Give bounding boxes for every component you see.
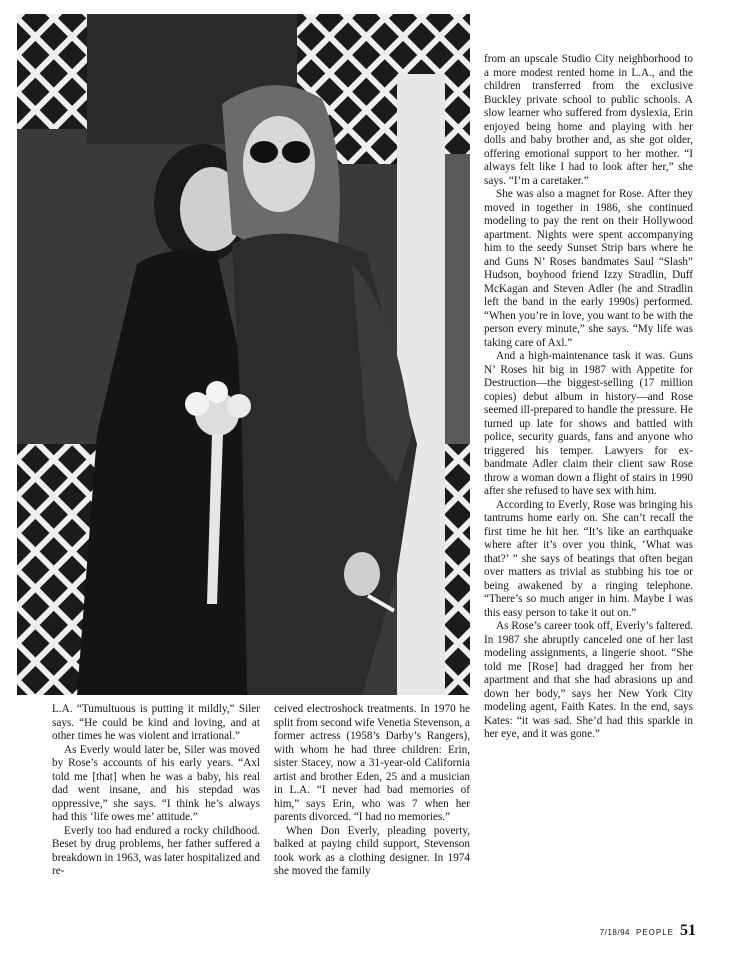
- paragraph: And a high-maintenance task it was. Guns N’ Roses hit big in 1987 with Appetite for Destruction—the biggest-selling (17 million copies) debut album in history—and Rose seemed ill-prepared to handle the pressure. He turned up late for shows and battled with police, security guards, fans and anyone who triggered his temper. Lawyers for ex-bandmate Adler claim their client saw Rose throw a woman down a flight of stairs in 1990 after she refused to have sex with him.: [484, 350, 693, 497]
- page-footer: [586, 922, 696, 940]
- article-photo: [17, 14, 470, 695]
- paragraph: As Everly would later be, Siler was moved by Rose’s accounts of his early years. “Axl told me [that] when he was a baby, his real dad went insane, and his stepdad was oppressive,” she says. “I think he’s always had this ‘life owes me’ attitude.”: [52, 743, 260, 823]
- magazine-name: PEOPLE: [635, 928, 674, 937]
- couple-photo-illustration: [17, 14, 470, 695]
- article-column-3: [484, 53, 693, 742]
- issue-date: 7/18/94: [599, 928, 630, 937]
- paragraph: As Rose’s career took off, Everly’s faltered. In 1987 she abruptly canceled one of her last modeling assignments, a lingerie shoot. “She told me [Rose] had dragged her from her apartment and that she had abrasions up and down her body,” says her New York City modeling agent, Faith Kates. In the end, says Kates: “it was sad. She’d had this sparkle in her eye, and it was gone.”: [484, 620, 693, 740]
- article-column-2: [274, 703, 470, 879]
- article-column-1: [52, 703, 260, 879]
- paragraph: When Don Everly, pleading poverty, balked at paying child support, Stevenson took work as a clothing designer. In 1974 she moved the family: [274, 824, 470, 877]
- paragraph: L.A. “Tumultuous is putting it mildly,” Siler says. “He could be kind and loving, and at other times he was violent and irrational.”: [52, 703, 260, 742]
- porch-post: [397, 74, 445, 695]
- paragraph: from an upscale Studio City neighborhood to a more modest rented home in L.A., and the children transferred from the exclusive Buckley private school to public schools. A slow learner who suffered from dyslexia, Erin enjoyed being home and playing with her dolls and baby brother and, as she got older, offering emotional support to her mother. “I always felt like I had to look after her,” she says. “I’m a caretaker.”: [484, 53, 693, 187]
- page-number: 51: [680, 922, 696, 939]
- paragraph: ceived electroshock treatments. In 1970 he split from second wife Venetia Stevenson, a former actress (1958’s Darby’s Rangers), with whom he had three children: Erin, sister Stacey, now a 31-year-old California artist and brother Eden, 25 and a musician in L.A. “I never had bad memories of him,” says Erin, who was 7 when her parents divorced. “I had no memories.”: [274, 703, 470, 823]
- paragraph: She was also a magnet for Rose. After they moved in together in 1986, she continued modeling to pay the rent on their Hollywood apartment. Nights were spent accompanying him to the seedy Sunset Strip bars where he and Guns N’ Roses bandmates Saul “Slash” Hudson, boyhood friend Izzy Stradlin, Duff McKagan and Steven Adler (he and Stradlin left the band in the early 1990s) performed. “When you’re in love, you want to be with the person every minute,” she says. “My life was taking care of Axl.”: [484, 188, 693, 349]
- paragraph: According to Everly, Rose was bringing his tantrums home early on. She can’t recall the first time he hit her. “It’s like an earthquake where after it’s over you think, ‘What was that?’ ” she says of beatings that often began over matters as trivial as stubbing his toe or being awakened by a ringing telephone. “There’s so much anger in him. Maybe I was this easy person to take it out on.”: [484, 498, 693, 619]
- paragraph: Everly too had endured a rocky childhood. Beset by drug problems, her father suffered a breakdown in 1963, was later hospitalized and re-: [52, 824, 260, 877]
